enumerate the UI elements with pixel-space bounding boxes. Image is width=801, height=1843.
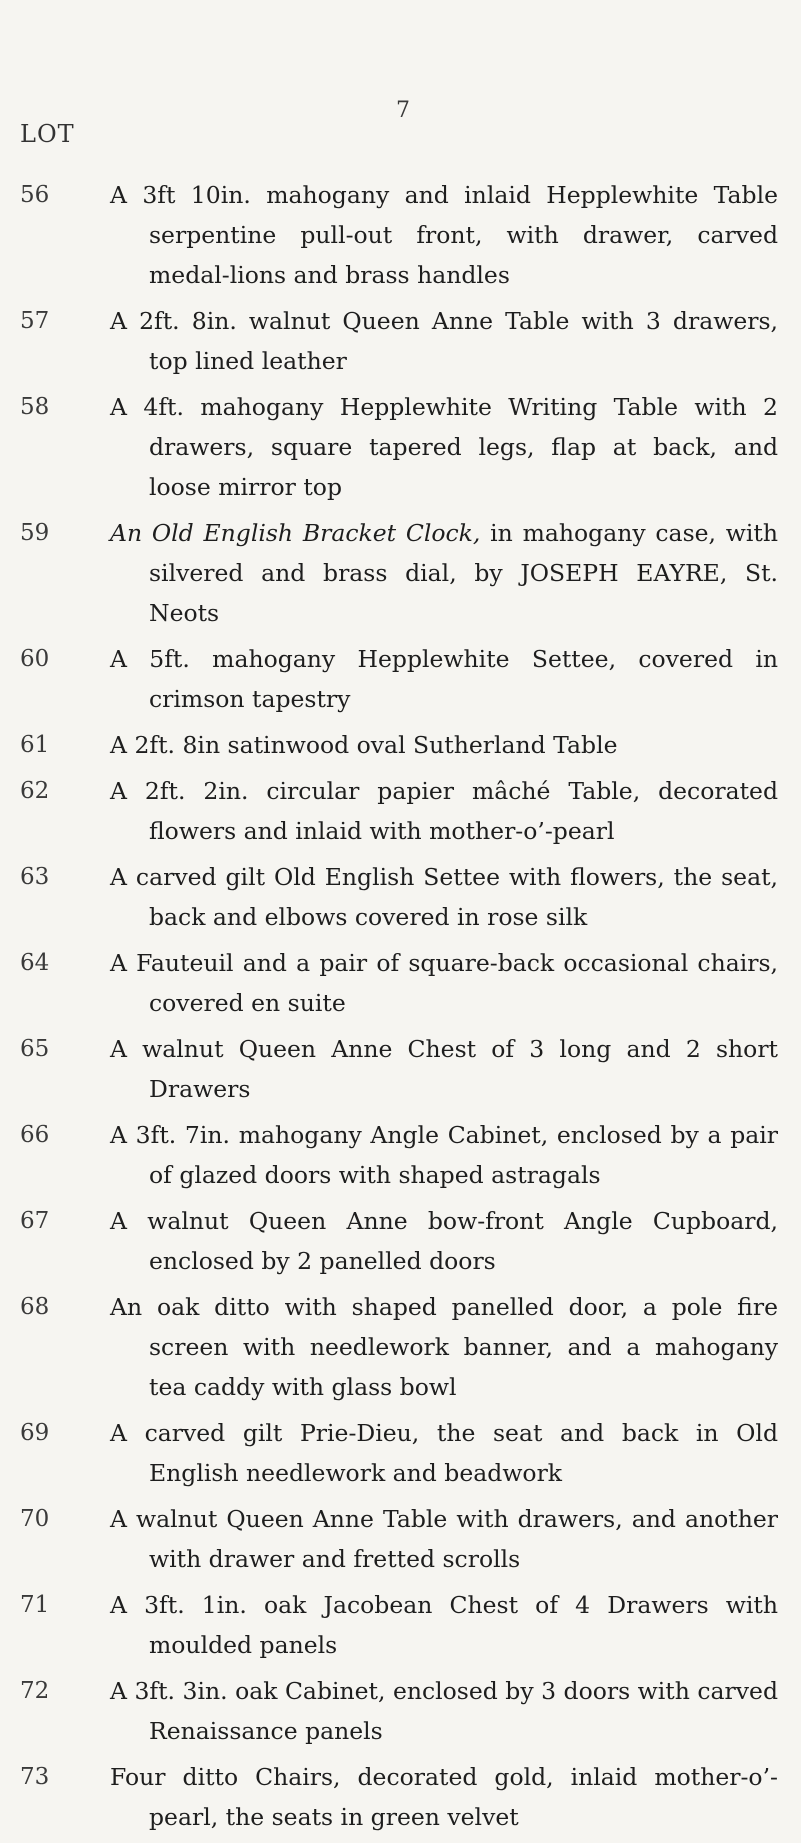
lot-entry <box>0 1585 801 1665</box>
lot-entry <box>0 513 801 633</box>
lot-description: An oak ditto with shaped panelled door, a pole fire screen with needlework banner, and a mahogany tea caddy with glass bowl <box>110 1293 778 1401</box>
lot-column-header: LOT <box>20 120 75 148</box>
lot-title-italic: An Old English Bracket Clock, <box>110 519 481 547</box>
lot-description-text: in mahogany case, with silvered and brass dial, by JOSEPH EAYRE, St. Neots <box>149 519 778 627</box>
lot-entry <box>0 1413 801 1493</box>
lot-number: 62 <box>20 778 50 804</box>
lot-number: 66 <box>20 1122 50 1148</box>
lot-description: A 3ft. 3in. oak Cabinet, enclosed by 3 doors with carved Renaissance panels <box>110 1677 778 1745</box>
lot-number: 61 <box>20 732 50 758</box>
lot-entry <box>0 1029 801 1109</box>
page-number: 7 <box>396 98 410 123</box>
lot-entry <box>0 1499 801 1579</box>
lot-description: A 3ft 10in. mahogany and inlaid Hepplewhite Table serpentine pull-out front, with drawer, carved medal-lions and brass handles <box>110 181 778 289</box>
lot-entry <box>0 387 801 507</box>
lot-description: A 2ft. 8in. walnut Queen Anne Table with 3 drawers, top lined leather <box>110 307 778 375</box>
lot-number: 57 <box>20 308 50 334</box>
lot-number: 70 <box>20 1506 50 1532</box>
lot-entry <box>0 1757 801 1837</box>
lot-description: A 2ft. 8in satinwood oval Sutherland Table <box>110 731 618 759</box>
lot-number: 63 <box>20 864 50 890</box>
lot-entry <box>0 175 801 295</box>
lot-description: Four ditto Chairs, decorated gold, inlaid mother-o’-pearl, the seats in green velvet <box>110 1763 778 1831</box>
lot-entry <box>0 857 801 937</box>
lot-description: A 2ft. 2in. circular papier mâché Table, decorated flowers and inlaid with mother-o’-pearl <box>110 777 778 845</box>
lot-number: 60 <box>20 646 50 672</box>
lot-number: 69 <box>20 1420 50 1446</box>
lot-description: A 3ft. 1in. oak Jacobean Chest of 4 Drawers with moulded panels <box>110 1591 778 1659</box>
lot-entry <box>0 1115 801 1195</box>
lot-number: 72 <box>20 1678 50 1704</box>
lot-description: A 4ft. mahogany Hepplewhite Writing Table with 2 drawers, square tapered legs, flap at back, and loose mirror top <box>110 393 778 501</box>
lot-number: 64 <box>20 950 50 976</box>
lot-entry <box>0 301 801 381</box>
lot-entry <box>0 1671 801 1751</box>
lot-entry <box>0 943 801 1023</box>
lot-number: 56 <box>20 182 50 208</box>
lot-description: A 3ft. 7in. mahogany Angle Cabinet, enclosed by a pair of glazed doors with shaped astragals <box>110 1121 778 1189</box>
lot-description: A walnut Queen Anne Table with drawers, and another with drawer and fretted scrolls <box>110 1505 778 1573</box>
lot-number: 65 <box>20 1036 50 1062</box>
lot-entry <box>0 1201 801 1281</box>
lot-entry <box>0 639 801 719</box>
lot-number: 71 <box>20 1592 50 1618</box>
lot-entry <box>0 771 801 851</box>
lot-entry <box>0 725 801 765</box>
lot-description: A walnut Queen Anne Chest of 3 long and 2 short Drawers <box>110 1035 778 1103</box>
lot-number: 68 <box>20 1294 50 1320</box>
lot-number: 67 <box>20 1208 50 1234</box>
lot-entry <box>0 1287 801 1407</box>
lot-description: A walnut Queen Anne bow-front Angle Cupboard, enclosed by 2 panelled doors <box>110 1207 778 1275</box>
lot-number: 73 <box>20 1764 50 1790</box>
lot-description: A carved gilt Old English Settee with flowers, the seat, back and elbows covered in rose silk <box>110 863 778 931</box>
lot-list <box>0 175 801 1843</box>
lot-description: A 5ft. mahogany Hepplewhite Settee, covered in crimson tapestry <box>110 645 778 713</box>
lot-description: A carved gilt Prie-Dieu, the seat and back in Old English needlework and beadwork <box>110 1419 778 1487</box>
lot-number: 58 <box>20 394 50 420</box>
lot-description: A Fauteuil and a pair of square-back occasional chairs, covered en suite <box>110 949 778 1017</box>
lot-description <box>110 513 778 633</box>
lot-number: 59 <box>20 520 50 546</box>
